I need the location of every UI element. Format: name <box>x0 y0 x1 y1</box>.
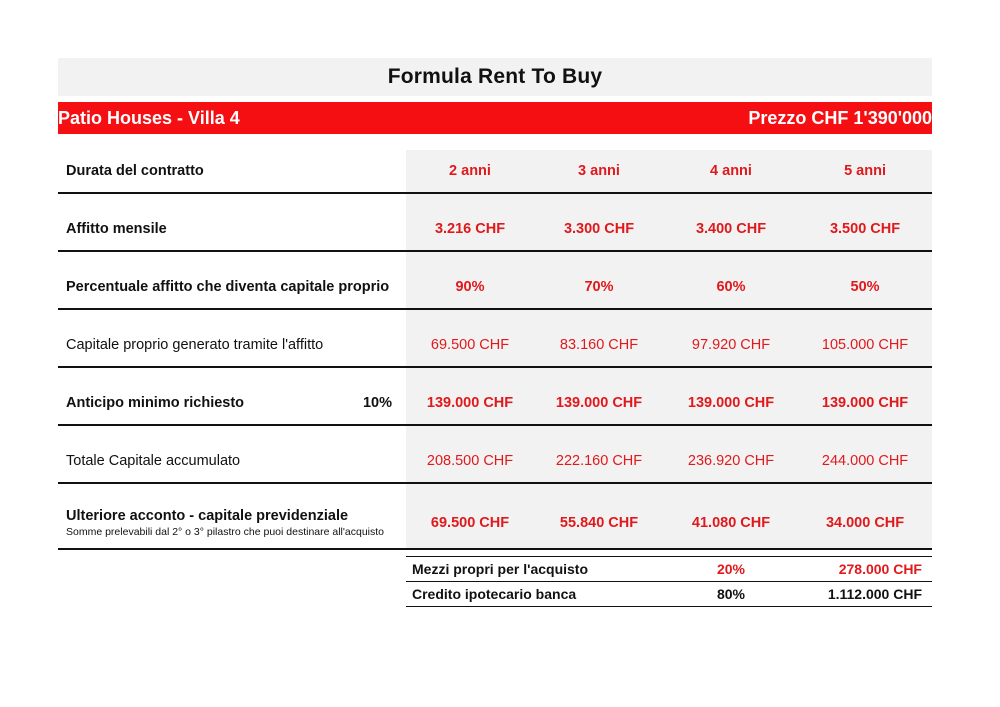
row-label-anticipo <box>58 382 406 425</box>
summary-percent-mezzi-propri: 20% <box>664 557 798 582</box>
banner-row <box>58 102 932 134</box>
cell-ulteriore-5anni: 34.000 CHF <box>798 498 932 549</box>
main-table <box>58 58 932 550</box>
table-row <box>58 150 932 193</box>
cell-capgen-2anni: 69.500 CHF <box>406 324 534 367</box>
summary-row-credito-ipotecario <box>406 582 932 607</box>
banner-price: Prezzo CHF 1'390'000 <box>534 102 932 134</box>
cell-capgen-4anni: 97.920 CHF <box>664 324 798 367</box>
banner-property-name: Patio Houses - Villa 4 <box>58 102 534 134</box>
cell-anticipo-2anni: 139.000 CHF <box>406 382 534 425</box>
row-label-totale-capitale: Totale Capitale accumulato <box>58 440 406 483</box>
row-label-percentuale: Percentuale affitto che diventa capitale proprio <box>58 266 406 309</box>
cell-percentuale-5anni: 50% <box>798 266 932 309</box>
spacer <box>58 367 932 382</box>
cell-ulteriore-2anni: 69.500 CHF <box>406 498 534 549</box>
cell-ulteriore-4anni: 41.080 CHF <box>664 498 798 549</box>
row-label-durata: Durata del contratto <box>58 150 406 193</box>
cell-affitto-3anni: 3.300 CHF <box>534 208 664 251</box>
row-label-ulteriore-acconto <box>58 498 406 549</box>
table-row <box>58 440 932 483</box>
summary-table-wrap <box>406 556 932 607</box>
summary-label-credito-ipotecario: Credito ipotecario banca <box>406 582 664 607</box>
spacer <box>58 193 932 208</box>
cell-totale-4anni: 236.920 CHF <box>664 440 798 483</box>
summary-row-mezzi-propri <box>406 557 932 582</box>
cell-totale-3anni: 222.160 CHF <box>534 440 664 483</box>
summary-value-mezzi-propri: 278.000 CHF <box>798 557 932 582</box>
cell-percentuale-3anni: 70% <box>534 266 664 309</box>
cell-percentuale-2anni: 90% <box>406 266 534 309</box>
cell-anticipo-4anni: 139.000 CHF <box>664 382 798 425</box>
table-row <box>58 382 932 425</box>
spacer <box>58 483 932 498</box>
cell-affitto-4anni: 3.400 CHF <box>664 208 798 251</box>
table-row <box>58 208 932 251</box>
row-label-capitale-generato: Capitale proprio generato tramite l'affitto <box>58 324 406 367</box>
cell-affitto-5anni: 3.500 CHF <box>798 208 932 251</box>
cell-totale-5anni: 244.000 CHF <box>798 440 932 483</box>
cell-durata-4anni: 4 anni <box>664 150 798 193</box>
cell-ulteriore-3anni: 55.840 CHF <box>534 498 664 549</box>
summary-percent-credito-ipotecario: 80% <box>664 582 798 607</box>
spacer <box>58 425 932 440</box>
cell-durata-3anni: 3 anni <box>534 150 664 193</box>
table-row <box>58 266 932 309</box>
title-row <box>58 58 932 96</box>
cell-capgen-5anni: 105.000 CHF <box>798 324 932 367</box>
spacer <box>58 134 932 150</box>
page-title: Formula Rent To Buy <box>58 58 932 96</box>
table-row <box>58 324 932 367</box>
rent-to-buy-table <box>58 58 932 550</box>
summary-label-mezzi-propri: Mezzi propri per l'acquisto <box>406 557 664 582</box>
cell-totale-2anni: 208.500 CHF <box>406 440 534 483</box>
row-label-ulteriore-acconto-text: Ulteriore acconto - capitale previdenziale <box>66 508 349 524</box>
row-label-anticipo-percent: 10% <box>362 395 392 411</box>
cell-percentuale-4anni: 60% <box>664 266 798 309</box>
summary-table <box>406 556 932 607</box>
row-label-ulteriore-acconto-note: Somme prelevabili dal 2° o 3° pilastro che puoi destinare all'acquisto <box>66 526 384 538</box>
cell-durata-2anni: 2 anni <box>406 150 534 193</box>
table-row <box>58 498 932 549</box>
cell-durata-5anni: 5 anni <box>798 150 932 193</box>
row-label-anticipo-text: Anticipo minimo richiesto <box>66 395 245 411</box>
spacer <box>58 251 932 266</box>
row-label-affitto-mensile: Affitto mensile <box>58 208 406 251</box>
cell-affitto-2anni: 3.216 CHF <box>406 208 534 251</box>
summary-value-credito-ipotecario: 1.112.000 CHF <box>798 582 932 607</box>
spacer <box>58 309 932 324</box>
cell-anticipo-5anni: 139.000 CHF <box>798 382 932 425</box>
cell-capgen-3anni: 83.160 CHF <box>534 324 664 367</box>
cell-anticipo-3anni: 139.000 CHF <box>534 382 664 425</box>
